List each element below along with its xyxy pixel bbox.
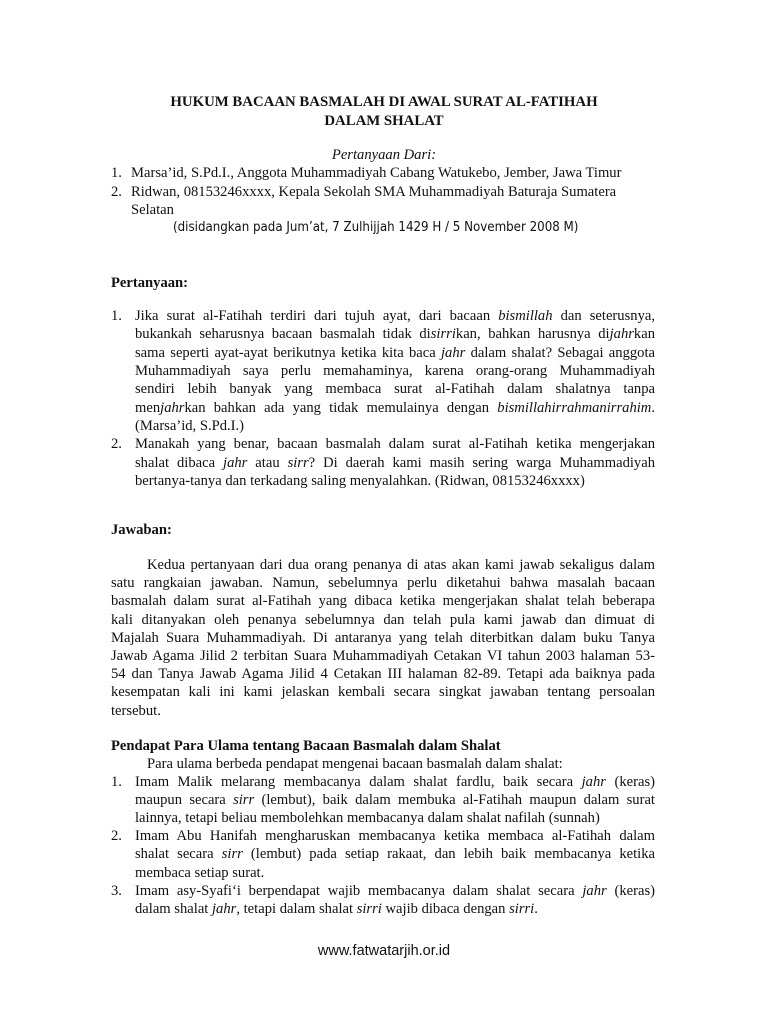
- text-segment: men: [135, 399, 161, 416]
- text-line: [135, 773, 655, 791]
- footer-url[interactable]: www.fatwatarjih.or.id: [317, 943, 451, 959]
- session-note: (disidangkan pada Jum’at, 7 Zulhijjah 1429 H / 5 November 2008 M): [173, 220, 579, 235]
- text-segment: Manakah yang benar, bacaan basmalah dalam surat al-Fatihah ketika mengerjakan: [135, 436, 655, 453]
- italic-term: sirri: [430, 326, 456, 343]
- text-line: [135, 864, 264, 882]
- answer-line: basmalah dalam surat al-Fatihah yang dibaca ketika mengerjakan shalat telah beberapa: [111, 593, 655, 610]
- text-segment: dan seterusnya,: [552, 308, 655, 324]
- text-segment: (Marsa’id, S.Pd.I.): [135, 418, 245, 435]
- ulama-intro: Para ulama berbeda pendapat mengenai bacaan basmalah dalam shalat:: [147, 756, 563, 772]
- text-segment: sendiri lebih banyak yang membaca surat al-Fatihah dalam shalatnya tanpa: [135, 381, 655, 398]
- text-segment: shalat dibaca: [135, 454, 224, 471]
- text-segment: (keras): [605, 774, 655, 790]
- italic-term: jahr: [581, 774, 606, 790]
- text-segment: dalam shalat: [135, 900, 212, 917]
- italic-term: bismillah: [498, 308, 553, 324]
- italic-term: sirr: [221, 846, 243, 863]
- text-segment: dalam shalat? Sebagai anggota: [465, 344, 655, 361]
- italic-term: jahr: [160, 399, 185, 416]
- text-line: [135, 882, 655, 900]
- text-line: [135, 791, 655, 809]
- text-segment: kan bahkan ada yang tidak memulainya dengan: [184, 399, 498, 416]
- text-segment: membaca setiap surat.: [135, 864, 265, 881]
- question-heading: Pertanyaan:: [111, 275, 189, 291]
- italic-term: sirri: [356, 900, 382, 917]
- text-segment: Imam Malik melarang membacanya dalam shalat fardlu, baik secara: [135, 774, 582, 790]
- text-line: [135, 399, 655, 417]
- text-line: [135, 827, 655, 845]
- text-segment: Jika surat al-Fatihah terdiri dari tujuh ayat, dari bacaan: [135, 308, 499, 324]
- italic-term: sirri: [509, 900, 535, 917]
- text-segment: Imam asy-Syafi‘i berpendapat wajib membacanya dalam shalat secara: [135, 882, 583, 899]
- text-line: [135, 344, 655, 362]
- text-segment: bukankah seharusnya bacaan basmalah tidak di: [135, 326, 431, 343]
- italic-term: jahr: [440, 344, 466, 361]
- answer-line: Majalah Suara Muhammadiyah. Di antaranya yang telah diterbitkan dalam buku Tanya: [111, 629, 655, 646]
- text-segment: (keras): [606, 882, 655, 899]
- text-segment: (lembut), baik dalam membuka al-Fatihah maupun dalam surat: [254, 792, 655, 809]
- text-segment: lainnya, tetapi beliau membolehkan membacanya dalam shalat nafilah (sunnah): [135, 810, 600, 827]
- answer-line: 54 dan Tanya Jawab Agama Jilid 4 Cetakan III halaman 82-89. Tetapi ada baiknya pada: [111, 666, 655, 683]
- ulama-heading: Pendapat Para Ulama tentang Bacaan Basmalah dalam Shalat: [111, 738, 501, 754]
- answer-line: tersebut.: [111, 702, 161, 719]
- text-segment: (lembut) pada setiap rakaat, dan lebih baik membacanya ketika: [242, 846, 655, 863]
- text-line: [135, 380, 655, 398]
- italic-term: jahr: [212, 900, 237, 917]
- answer-line: kali ditanyakan oleh penanya sebelumnya dan telah pula kami jawab dan dimuat di: [111, 611, 655, 628]
- text-line: [135, 809, 600, 827]
- italic-term: bismillahirrahmanirrahim: [497, 399, 652, 416]
- text-segment: Muhammadiyah saya perlu memahaminya, karena orang-orang Muhammadiyah: [135, 363, 655, 380]
- list-number: 1.: [111, 774, 122, 790]
- text-segment: .: [651, 399, 655, 416]
- text-line: [135, 845, 655, 863]
- answer-line: kesempatan kali ini kami jelaskan kembali secara singkat jawaban tentang persoalan: [111, 684, 655, 701]
- text-line: [135, 900, 538, 918]
- italic-term: jahr: [609, 326, 634, 343]
- text-segment: kan: [633, 326, 655, 343]
- italic-term: jahr: [223, 454, 248, 471]
- list-number: 2.: [111, 436, 122, 453]
- text-segment: kan, bahkan harusnya di: [455, 326, 610, 343]
- list-number: 1.: [111, 308, 122, 324]
- text-segment: .: [534, 900, 538, 917]
- text-line: [135, 417, 244, 435]
- asker-number: 2.: [111, 184, 122, 200]
- text-line: [135, 325, 655, 343]
- italic-term: sirr: [233, 792, 255, 809]
- text-line: [135, 435, 655, 453]
- title-line-1: HUKUM BACAAN BASMALAH DI AWAL SURAT AL-FATIHAH: [170, 94, 598, 110]
- text-segment: , tetapi dalam shalat: [236, 900, 357, 917]
- answer-line: Kedua pertanyaan dari dua orang penanya di atas akan kami jawab sekaligus dalam: [147, 557, 655, 573]
- text-segment: atau: [247, 454, 288, 471]
- text-segment: sama seperti ayat-ayat berikutnya ketika kita baca: [135, 344, 441, 361]
- text-segment: maupun secara: [135, 792, 234, 809]
- answer-heading: Jawaban:: [111, 522, 172, 538]
- text-line: [135, 454, 655, 472]
- asker-heading: Pertanyaan Dari:: [331, 147, 437, 163]
- list-number: 3.: [111, 882, 122, 899]
- text-segment: Imam Abu Hanifah mengharuskan membacanya ketika membaca al-Fatihah dalam: [135, 828, 655, 845]
- asker-text-continued: Selatan: [131, 202, 174, 218]
- text-line: [135, 307, 655, 325]
- text-segment: shalat secara: [135, 846, 222, 863]
- text-line: [135, 362, 655, 380]
- text-line: [135, 472, 585, 490]
- list-number: 2.: [111, 828, 122, 845]
- text-segment: wajib dibaca dengan: [381, 900, 510, 917]
- text-segment: ? Di daerah kami masih sering warga Muhammadiyah: [308, 454, 655, 471]
- italic-term: sirr: [287, 454, 309, 471]
- answer-line: satu rangkaian jawaban. Namun, sebelumnya perlu diketahui bahwa masalah bacaan: [111, 575, 655, 592]
- asker-number: 1.: [111, 165, 122, 181]
- asker-text: Marsa’id, S.Pd.I., Anggota Muhammadiyah Cabang Watukebo, Jember, Jawa Timur: [131, 165, 622, 181]
- title-line-2: DALAM SHALAT: [324, 113, 444, 129]
- answer-line: Jawab Agama Jilid 2 terbitan Suara Muhammadiyah Cetakan VI tahun 2003 halaman 53-: [111, 648, 655, 664]
- text-segment: bertanya-tanya dan terkadang saling menyalahkan. (Ridwan, 08153246xxxx): [135, 473, 585, 490]
- asker-text: Ridwan, 08153246xxxx, Kepala Sekolah SMA Muhammadiyah Baturaja Sumatera: [131, 184, 617, 200]
- italic-term: jahr: [582, 882, 607, 899]
